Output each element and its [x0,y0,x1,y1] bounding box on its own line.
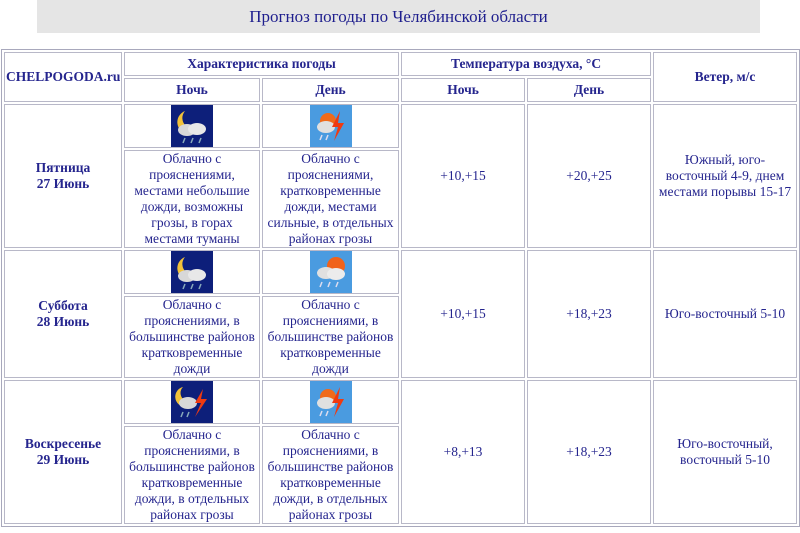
day-description: Облачно с прояснениями, в большинстве районов кратковременные дожди, в отдельных районах грозы [262,426,399,524]
day-icon-cell [262,380,399,424]
table-row [4,250,797,294]
table-row [4,104,797,148]
weather-night-header: Ночь [124,78,260,102]
night-icon-cell [124,104,260,148]
day-label [4,250,122,378]
temp-night: +8,+13 [401,380,525,524]
temp-night: +10,+15 [401,104,525,248]
temp-night-header: Ночь [401,78,525,102]
forecast-table [1,49,800,527]
night-cloud-rain-icon [171,105,213,147]
day-sun-cloud-rain-icon [310,251,352,293]
date: 27 Июнь [36,176,90,191]
day-icon-cell [262,104,399,148]
day-label [4,380,122,524]
date: 28 Июнь [36,314,90,329]
day-icon-cell [262,250,399,294]
table-row [4,380,797,424]
wind: Юго-восточный 5-10 [653,250,797,378]
day-thunderstorm-icon [310,105,352,147]
wind: Южный, юго-восточный 4-9, днем местами порывы 15-17 [653,104,797,248]
weekday: Суббота [38,298,88,313]
weekday: Пятница [35,160,91,175]
wind-header: Ветер, м/с [653,52,797,102]
wind: Юго-восточный, восточный 5-10 [653,380,797,524]
weather-day-header: День [262,78,399,102]
day-thunderstorm-icon [310,381,352,423]
night-cloud-rain-icon [171,251,213,293]
night-description: Облачно с прояснениями, в большинстве районов кратковременные дожди [124,296,260,378]
night-description: Облачно с прояснениями, в большинстве районов кратковременные дожди, в отдельных районах грозы [124,426,260,524]
temperature-header: Температура воздуха, °С [401,52,651,76]
night-icon-cell [124,380,260,424]
day-label [4,104,122,248]
night-icon-cell [124,250,260,294]
weather-header: Характеристика погоды [124,52,399,76]
temp-day: +18,+23 [527,250,651,378]
date: 29 Июнь [36,452,90,467]
night-description: Облачно с прояснениями, местами небольшие дожди, возможны грозы, в горах местами туманы [124,150,260,248]
temp-day: +20,+25 [527,104,651,248]
temp-day: +18,+23 [527,380,651,524]
night-thunderstorm-icon [171,381,213,423]
site-name: CHELPOGODA.ru [4,52,122,102]
page-title: Прогноз погоды по Челябинской области [37,0,760,33]
day-description: Облачно с прояснениями, кратковременные дожди, местами сильные, в отдельных районах грозы [262,150,399,248]
temp-day-header: День [527,78,651,102]
weekday: Воскресенье [24,436,102,451]
day-description: Облачно с прояснениями, в большинстве районов кратковременные дожди [262,296,399,378]
temp-night: +10,+15 [401,250,525,378]
